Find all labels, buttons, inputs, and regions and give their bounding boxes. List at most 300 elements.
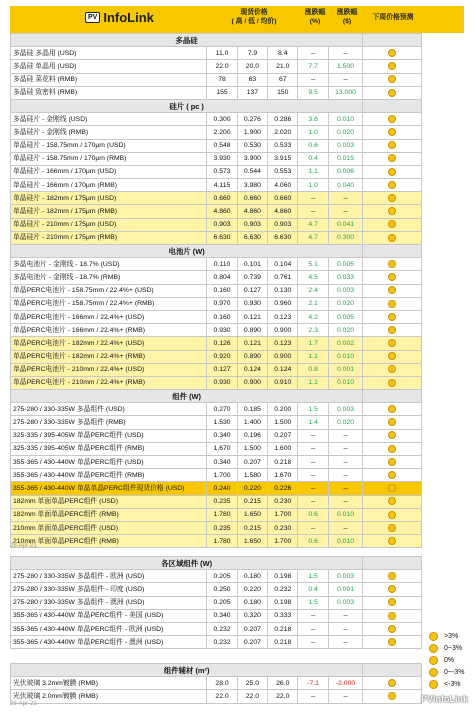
table-row bbox=[11, 113, 422, 126]
price-low: 22.0 bbox=[237, 690, 267, 703]
smiley-forecast-icon bbox=[388, 598, 396, 606]
date-label-2: 28-Apr-21 bbox=[10, 701, 37, 707]
price-low: 0.215 bbox=[237, 495, 267, 508]
region-price-table bbox=[10, 556, 422, 649]
product-name: 355-365 / 430-440W 单晶PERC组件 - 澳洲 (USD) bbox=[11, 636, 207, 649]
price-low: 7.9 bbox=[237, 47, 267, 60]
change-abs: 0.033 bbox=[328, 271, 362, 284]
change-abs: 0.003 bbox=[328, 570, 362, 583]
smiley-legend-icon bbox=[429, 632, 438, 641]
product-name: 多晶硅 多晶用 (USD) bbox=[11, 47, 207, 60]
change-pct: 1.7 bbox=[298, 337, 328, 350]
forecast-cell bbox=[363, 596, 422, 609]
change-pct: 9.5 bbox=[298, 86, 328, 99]
price-high: 22.0 bbox=[207, 690, 237, 703]
forecast-cell bbox=[363, 205, 422, 218]
price-avg: 0.198 bbox=[268, 596, 298, 609]
smiley-forecast-icon bbox=[388, 181, 396, 189]
price-high: 0.160 bbox=[207, 310, 237, 323]
forecast-cell bbox=[363, 363, 422, 376]
smiley-forecast-icon bbox=[388, 49, 396, 57]
product-name: 多晶硅片 - 金刚线 (USD) bbox=[11, 113, 207, 126]
price-low: 0.180 bbox=[237, 570, 267, 583]
table-row bbox=[11, 192, 422, 205]
table-row bbox=[11, 429, 422, 442]
change-pct: 0.6 bbox=[298, 535, 328, 548]
smiley-forecast-icon bbox=[388, 273, 396, 281]
change-pct: 2.1 bbox=[298, 297, 328, 310]
section-forecast-cell bbox=[363, 34, 422, 47]
forecast-cell bbox=[363, 521, 422, 534]
change-pct: -- bbox=[298, 482, 328, 495]
change-pct: -- bbox=[298, 690, 328, 703]
price-low: 0.124 bbox=[237, 363, 267, 376]
product-name: 182mm 单面单晶PERC组件 (USD) bbox=[11, 495, 207, 508]
price-high: 0.340 bbox=[207, 609, 237, 622]
forecast-cell bbox=[363, 469, 422, 482]
price-high: 4.115 bbox=[207, 179, 237, 192]
product-name: 单晶PERC电池片 - 210mm / 22.4%+ (USD) bbox=[11, 363, 207, 376]
price-avg: 22.0 bbox=[268, 690, 298, 703]
forecast-cell bbox=[363, 429, 422, 442]
table-row bbox=[11, 376, 422, 389]
price-avg: 0.900 bbox=[268, 324, 298, 337]
change-pct: 1.0 bbox=[298, 179, 328, 192]
price-avg: 1.700 bbox=[268, 508, 298, 521]
change-pct: 1.4 bbox=[298, 416, 328, 429]
forecast-cell bbox=[363, 583, 422, 596]
change-abs: -- bbox=[328, 442, 362, 455]
change-abs: -- bbox=[328, 469, 362, 482]
price-avg: 0.230 bbox=[268, 521, 298, 534]
change-abs: 0.040 bbox=[328, 179, 362, 192]
table-row bbox=[11, 469, 422, 482]
forecast-cell bbox=[363, 152, 422, 165]
change-pct: -- bbox=[298, 73, 328, 86]
price-avg: 2.020 bbox=[268, 126, 298, 139]
smiley-forecast-icon bbox=[388, 300, 396, 308]
price-low: 3.900 bbox=[237, 152, 267, 165]
forecast-cell bbox=[363, 126, 422, 139]
table-row bbox=[11, 337, 422, 350]
aux-price-table bbox=[10, 663, 422, 704]
forecast-cell bbox=[363, 60, 422, 73]
price-high: 0.240 bbox=[207, 482, 237, 495]
product-name: 多晶硅 单晶用 (USD) bbox=[11, 60, 207, 73]
price-high: 3.930 bbox=[207, 152, 237, 165]
price-low: 0.207 bbox=[237, 456, 267, 469]
price-low: 0.121 bbox=[237, 337, 267, 350]
smiley-forecast-icon bbox=[388, 692, 396, 700]
price-avg: 0.123 bbox=[268, 310, 298, 323]
price-high: 0.250 bbox=[207, 583, 237, 596]
price-low: 1.500 bbox=[237, 442, 267, 455]
smiley-forecast-icon bbox=[388, 128, 396, 136]
table-row bbox=[11, 636, 422, 649]
table-row bbox=[11, 310, 422, 323]
product-name: 325-335 / 395-405W 单晶PERC组件 (RMB) bbox=[11, 442, 207, 455]
change-pct: 4.7 bbox=[298, 218, 328, 231]
price-low: 0.215 bbox=[237, 521, 267, 534]
price-high: 1.780 bbox=[207, 508, 237, 521]
change-abs: -- bbox=[328, 609, 362, 622]
table-row bbox=[11, 324, 422, 337]
change-pct: 0.8 bbox=[298, 363, 328, 376]
smiley-forecast-icon bbox=[388, 572, 396, 580]
smiley-forecast-icon bbox=[388, 313, 396, 321]
table-row bbox=[11, 442, 422, 455]
price-low: 6.630 bbox=[237, 231, 267, 244]
price-high: 22.0 bbox=[207, 60, 237, 73]
change-abs: 0.010 bbox=[328, 508, 362, 521]
price-high: 0.127 bbox=[207, 363, 237, 376]
change-abs: 0.003 bbox=[328, 596, 362, 609]
table-row bbox=[11, 521, 422, 534]
change-abs: -- bbox=[328, 482, 362, 495]
change-abs: -- bbox=[328, 73, 362, 86]
price-low: 0.530 bbox=[237, 139, 267, 152]
price-high: 28.0 bbox=[207, 677, 237, 690]
price-avg: 0.533 bbox=[268, 139, 298, 152]
change-pct: 1.5 bbox=[298, 596, 328, 609]
change-pct: 0.6 bbox=[298, 139, 328, 152]
price-avg: 0.218 bbox=[268, 622, 298, 635]
table-row bbox=[11, 482, 422, 495]
price-high: 0.232 bbox=[207, 636, 237, 649]
smiley-forecast-icon bbox=[388, 405, 396, 413]
product-name: 275-280 / 330-335W 多晶组件 (USD) bbox=[11, 403, 207, 416]
smiley-forecast-icon bbox=[388, 625, 396, 633]
price-high: 1.780 bbox=[207, 535, 237, 548]
forecast-cell bbox=[363, 482, 422, 495]
change-abs: 0.005 bbox=[328, 258, 362, 271]
price-avg: 0.553 bbox=[268, 165, 298, 178]
product-name: 单晶PERC电池片 - 166mm / 22.4%+ (USD) bbox=[11, 310, 207, 323]
price-high: 78 bbox=[207, 73, 237, 86]
smiley-forecast-icon bbox=[388, 537, 396, 545]
forecast-cell bbox=[363, 284, 422, 297]
price-avg: 150 bbox=[268, 86, 298, 99]
product-name: 单晶硅片 - 210mm / 175μm (RMB) bbox=[11, 231, 207, 244]
table-row bbox=[11, 86, 422, 99]
product-name: 多晶硅 致密料 (RMB) bbox=[11, 86, 207, 99]
change-abs: -- bbox=[328, 456, 362, 469]
table-row bbox=[11, 456, 422, 469]
price-high: 0.340 bbox=[207, 456, 237, 469]
price-high: 0.160 bbox=[207, 284, 237, 297]
price-low: 4.860 bbox=[237, 205, 267, 218]
smiley-forecast-icon bbox=[388, 679, 396, 687]
price-high: 1.530 bbox=[207, 416, 237, 429]
price-avg: 0.900 bbox=[268, 350, 298, 363]
change-pct: -- bbox=[298, 495, 328, 508]
change-pct: -- bbox=[298, 442, 328, 455]
table-row bbox=[11, 403, 422, 416]
price-avg: 0.660 bbox=[268, 192, 298, 205]
forecast-cell bbox=[363, 677, 422, 690]
price-avg: 0.130 bbox=[268, 284, 298, 297]
section-header-row bbox=[11, 34, 422, 47]
price-avg: 0.230 bbox=[268, 495, 298, 508]
smiley-forecast-icon bbox=[388, 497, 396, 505]
price-low: 1.650 bbox=[237, 535, 267, 548]
product-name: 210mm 单面单晶PERC组件 (USD) bbox=[11, 521, 207, 534]
change-pct: 1.5 bbox=[298, 570, 328, 583]
change-abs: -- bbox=[328, 192, 362, 205]
price-low: 20.0 bbox=[237, 60, 267, 73]
smiley-forecast-icon bbox=[388, 115, 396, 123]
smiley-forecast-icon bbox=[388, 638, 396, 646]
price-low: 0.207 bbox=[237, 622, 267, 635]
product-name: 275-280 / 330-335W 多晶组件 - 欧洲 (USD) bbox=[11, 570, 207, 583]
forecast-cell bbox=[363, 337, 422, 350]
price-avg: 0.207 bbox=[268, 429, 298, 442]
price-low: 0.930 bbox=[237, 297, 267, 310]
forecast-cell bbox=[363, 495, 422, 508]
price-low: 137 bbox=[237, 86, 267, 99]
product-name: 355-365 / 430-440W 单晶PERC组件 (USD) bbox=[11, 456, 207, 469]
change-pct: 1.0 bbox=[298, 126, 328, 139]
change-pct: -- bbox=[298, 469, 328, 482]
price-low: 0.900 bbox=[237, 376, 267, 389]
price-avg: 6.630 bbox=[268, 231, 298, 244]
section-title: 组件辅材 (m²) bbox=[11, 664, 363, 677]
price-avg: 0.286 bbox=[268, 113, 298, 126]
legend-item bbox=[429, 656, 466, 665]
legend-label: <-3% bbox=[444, 681, 461, 688]
price-avg: 21.0 bbox=[268, 60, 298, 73]
table-row bbox=[11, 508, 422, 521]
change-pct: -- bbox=[298, 622, 328, 635]
price-high: 0.340 bbox=[207, 429, 237, 442]
forecast-cell bbox=[363, 324, 422, 337]
product-name: 182mm 单面单晶PERC组件 (RMB) bbox=[11, 508, 207, 521]
price-high: 0.235 bbox=[207, 495, 237, 508]
smiley-forecast-icon bbox=[388, 585, 396, 593]
product-name: 325-335 / 395-405W 单晶PERC组件 (USD) bbox=[11, 429, 207, 442]
product-name: 单晶硅片 - 158.75mm / 170μm (USD) bbox=[11, 139, 207, 152]
price-low: 0.220 bbox=[237, 482, 267, 495]
change-pct: 1.1 bbox=[298, 165, 328, 178]
change-pct: 7.7 bbox=[298, 60, 328, 73]
smiley-forecast-icon bbox=[388, 62, 396, 70]
product-name: 光伏玻璃 2.0mm镀膜 (RMB) bbox=[11, 690, 207, 703]
table-row bbox=[11, 350, 422, 363]
change-pct: -- bbox=[298, 47, 328, 60]
watermark: PVInfoLink bbox=[421, 694, 468, 704]
price-high: 0.804 bbox=[207, 271, 237, 284]
price-avg: 1.500 bbox=[268, 416, 298, 429]
change-abs: -- bbox=[328, 636, 362, 649]
product-name: 多晶硅 菜花料 (RMB) bbox=[11, 73, 207, 86]
price-low: 0.739 bbox=[237, 271, 267, 284]
product-name: 275-280 / 330-335W 多晶组件 - 印度 (USD) bbox=[11, 583, 207, 596]
price-avg: 1.600 bbox=[268, 442, 298, 455]
change-abs: 1.500 bbox=[328, 60, 362, 73]
price-low: 1.580 bbox=[237, 469, 267, 482]
table-row bbox=[11, 363, 422, 376]
price-avg: 0.960 bbox=[268, 297, 298, 310]
product-name: 275-280 / 330-335W 多晶组件 (RMB) bbox=[11, 416, 207, 429]
change-abs: 0.300 bbox=[328, 231, 362, 244]
price-low: 3.980 bbox=[237, 179, 267, 192]
section-forecast-cell bbox=[363, 390, 422, 403]
forecast-cell bbox=[363, 297, 422, 310]
smiley-forecast-icon bbox=[388, 511, 396, 519]
price-avg: 0.226 bbox=[268, 482, 298, 495]
price-low: 0.903 bbox=[237, 218, 267, 231]
change-pct: 1.1 bbox=[298, 376, 328, 389]
price-low: 0.660 bbox=[237, 192, 267, 205]
price-high: 4.860 bbox=[207, 205, 237, 218]
table-row bbox=[11, 152, 422, 165]
forecast-cell bbox=[363, 416, 422, 429]
abs-col-header: 涨跌幅 ($) bbox=[336, 9, 358, 25]
smiley-forecast-icon bbox=[388, 352, 396, 360]
price-low: 1.650 bbox=[237, 508, 267, 521]
smiley-forecast-icon bbox=[388, 260, 396, 268]
table-row bbox=[11, 258, 422, 271]
price-avg: 0.200 bbox=[268, 403, 298, 416]
smiley-forecast-icon bbox=[388, 431, 396, 439]
price-high: 6.630 bbox=[207, 231, 237, 244]
forecast-cell bbox=[363, 636, 422, 649]
logo-text: InfoLink bbox=[103, 10, 154, 25]
table-row bbox=[11, 218, 422, 231]
forecast-cell bbox=[363, 350, 422, 363]
price-avg: 3.915 bbox=[268, 152, 298, 165]
section-forecast-cell bbox=[363, 664, 422, 677]
smiley-forecast-icon bbox=[388, 75, 396, 83]
price-high: 1.670 bbox=[207, 442, 237, 455]
table-row bbox=[11, 271, 422, 284]
change-pct: 4.5 bbox=[298, 271, 328, 284]
change-pct: 1.1 bbox=[298, 350, 328, 363]
change-pct: -- bbox=[298, 521, 328, 534]
table-row bbox=[11, 165, 422, 178]
product-name: 单晶硅片 - 182mm / 175μm (RMB) bbox=[11, 205, 207, 218]
section-title: 硅片 ( pc ) bbox=[11, 99, 363, 112]
change-pct: -- bbox=[298, 609, 328, 622]
price-avg: 0.198 bbox=[268, 570, 298, 583]
price-high: 0.270 bbox=[207, 403, 237, 416]
forecast-cell bbox=[363, 690, 422, 703]
smiley-forecast-icon bbox=[388, 154, 396, 162]
forecast-col-header: 下周价格预测 bbox=[372, 14, 414, 21]
product-name: 单晶PERC电池片 - 166mm / 22.4%+ (RMB) bbox=[11, 324, 207, 337]
price-avg: 67 bbox=[268, 73, 298, 86]
smiley-forecast-icon bbox=[388, 612, 396, 620]
price-low: 0.890 bbox=[237, 350, 267, 363]
price-low: 0.220 bbox=[237, 583, 267, 596]
section-title: 多晶硅 bbox=[11, 34, 363, 47]
price-high: 0.573 bbox=[207, 165, 237, 178]
smiley-legend-icon bbox=[429, 656, 438, 665]
section-header-row bbox=[11, 390, 422, 403]
price-high: 0.903 bbox=[207, 218, 237, 231]
change-abs: -- bbox=[328, 47, 362, 60]
product-name: 多晶硅片 - 金刚线 (RMB) bbox=[11, 126, 207, 139]
price-avg: 1.670 bbox=[268, 469, 298, 482]
price-high: 0.126 bbox=[207, 337, 237, 350]
price-low: 0.121 bbox=[237, 310, 267, 323]
logo-badge: PV bbox=[85, 12, 100, 23]
price-avg: 1.700 bbox=[268, 535, 298, 548]
smiley-forecast-icon bbox=[388, 234, 396, 242]
smiley-forecast-icon bbox=[388, 168, 396, 176]
change-abs: 0.010 bbox=[328, 376, 362, 389]
smiley-forecast-icon bbox=[388, 418, 396, 426]
price-high: 0.235 bbox=[207, 521, 237, 534]
price-high: 0.205 bbox=[207, 570, 237, 583]
product-name: 单晶硅片 - 166mm / 170μm (RMB) bbox=[11, 179, 207, 192]
smiley-forecast-icon bbox=[388, 326, 396, 334]
price-high: 0.205 bbox=[207, 596, 237, 609]
table-row bbox=[11, 73, 422, 86]
product-name: 355-365 / 430-440W 单晶PERC组件 - 美国 (USD) bbox=[11, 609, 207, 622]
section-header-row bbox=[11, 245, 422, 258]
change-pct: -7.1 bbox=[298, 677, 328, 690]
price-avg: 8.4 bbox=[268, 47, 298, 60]
smiley-forecast-icon bbox=[388, 207, 396, 215]
smiley-forecast-icon bbox=[388, 220, 396, 228]
price-high: 0.660 bbox=[207, 192, 237, 205]
section-header-row bbox=[11, 557, 422, 570]
price-high: 0.110 bbox=[207, 258, 237, 271]
product-name: 多晶电池片 - 金刚线 - 18.7% (USD) bbox=[11, 258, 207, 271]
smiley-forecast-icon bbox=[388, 458, 396, 466]
price-low: 1.400 bbox=[237, 416, 267, 429]
change-pct: 5.1 bbox=[298, 258, 328, 271]
product-name: 单晶硅片 - 182mm / 175μm (USD) bbox=[11, 192, 207, 205]
change-pct: -- bbox=[298, 636, 328, 649]
price-high: 0.232 bbox=[207, 622, 237, 635]
change-abs: 0.010 bbox=[328, 535, 362, 548]
change-abs: 0.010 bbox=[328, 113, 362, 126]
change-abs: 0.020 bbox=[328, 324, 362, 337]
price-high: 0.300 bbox=[207, 113, 237, 126]
smiley-forecast-icon bbox=[388, 471, 396, 479]
section-title: 各区域组件 (W) bbox=[11, 557, 363, 570]
forecast-cell bbox=[363, 139, 422, 152]
table-row bbox=[11, 126, 422, 139]
forecast-cell bbox=[363, 609, 422, 622]
change-abs: 13.000 bbox=[328, 86, 362, 99]
forecast-cell bbox=[363, 570, 422, 583]
price-avg: 4.060 bbox=[268, 179, 298, 192]
legend-label: 0~3% bbox=[444, 645, 463, 652]
change-abs: -- bbox=[328, 622, 362, 635]
price-avg: 0.903 bbox=[268, 218, 298, 231]
price-avg: 0.123 bbox=[268, 337, 298, 350]
table-row bbox=[11, 622, 422, 635]
price-high: 0.920 bbox=[207, 350, 237, 363]
price-low: 1.900 bbox=[237, 126, 267, 139]
forecast-cell bbox=[363, 179, 422, 192]
change-abs: 0.006 bbox=[328, 165, 362, 178]
price-low: 0.276 bbox=[237, 113, 267, 126]
product-name: 单晶硅片 - 158.75mm / 170μm (RMB) bbox=[11, 152, 207, 165]
table-row bbox=[11, 284, 422, 297]
legend-item bbox=[429, 680, 466, 689]
change-abs: 0.003 bbox=[328, 284, 362, 297]
smiley-forecast-icon bbox=[388, 445, 396, 453]
smiley-legend-icon bbox=[429, 644, 438, 653]
smiley-forecast-icon bbox=[388, 365, 396, 373]
change-pct: 2.4 bbox=[298, 284, 328, 297]
forecast-cell bbox=[363, 231, 422, 244]
product-name: 单晶PERC电池片 - 158.75mm / 22.4%+ (USD) bbox=[11, 284, 207, 297]
